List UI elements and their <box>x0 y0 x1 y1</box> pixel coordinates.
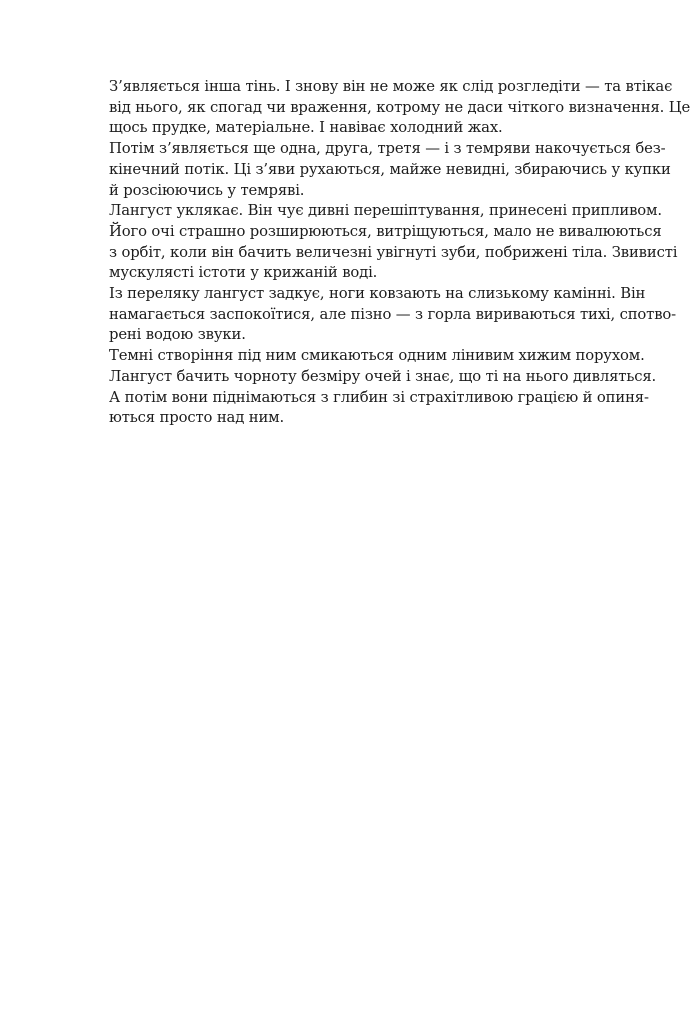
text-line: щось прудке, матеріальне. І навіває холодний жах. <box>109 119 503 137</box>
paragraph-6 <box>88 346 657 387</box>
paragraph-4 <box>88 222 678 284</box>
text-line: Лангуст уклякає. Він чує дивні перешіптування, принесені припливом. <box>109 202 662 220</box>
paragraph-7 <box>88 388 649 429</box>
text-line: Його очі страшно розширюються, витріщуються, мало не вивалюються <box>109 222 662 240</box>
text-line: Темні створіння під ним смикаються одним лінивим хижим порухом. <box>109 347 645 365</box>
text-line: рені водою звуки. <box>109 326 246 344</box>
page-text <box>88 77 691 429</box>
paragraph-3 <box>88 201 662 222</box>
text-line: ються просто над ним. <box>109 409 285 427</box>
text-line: З’являється інша тінь. І знову він не може як слід розгледіти — та втікає <box>109 78 673 95</box>
text-line: намагається заспокоїтися, але пізно — з горла вириваються тихі, спотво- <box>109 305 677 323</box>
text-line: Потім з’являється ще одна, друга, третя — і з темряви накочується без- <box>109 140 666 158</box>
paragraph-1 <box>88 77 691 139</box>
text-line: й розсіюючись у темряві. <box>109 181 305 199</box>
paragraph-2 <box>88 139 671 201</box>
text-line: мускулясті істоти у крижаній воді. <box>109 264 378 282</box>
text-line: від нього, як спогад чи враження, котрому не даси чіткого визначення. Це <box>109 98 691 116</box>
text-line: кінечний потік. Ці з’яви рухаються, майже невидні, збираючись у купки <box>109 160 671 178</box>
text-line: Лангуст бачить чорноту безміру очей і знає, що ті на нього дивляться. <box>109 367 657 385</box>
text-line: А потім вони піднімаються з глибин зі страхітливою грацією й опиня- <box>109 388 649 406</box>
text-line: з орбіт, коли він бачить величезні увігнуті зуби, побрижені тіла. Звивисті <box>109 243 678 261</box>
paragraph-5 <box>88 284 677 346</box>
text-line: Із переляку лангуст задкує, ноги ковзають на слизькому камінні. Він <box>109 285 646 303</box>
